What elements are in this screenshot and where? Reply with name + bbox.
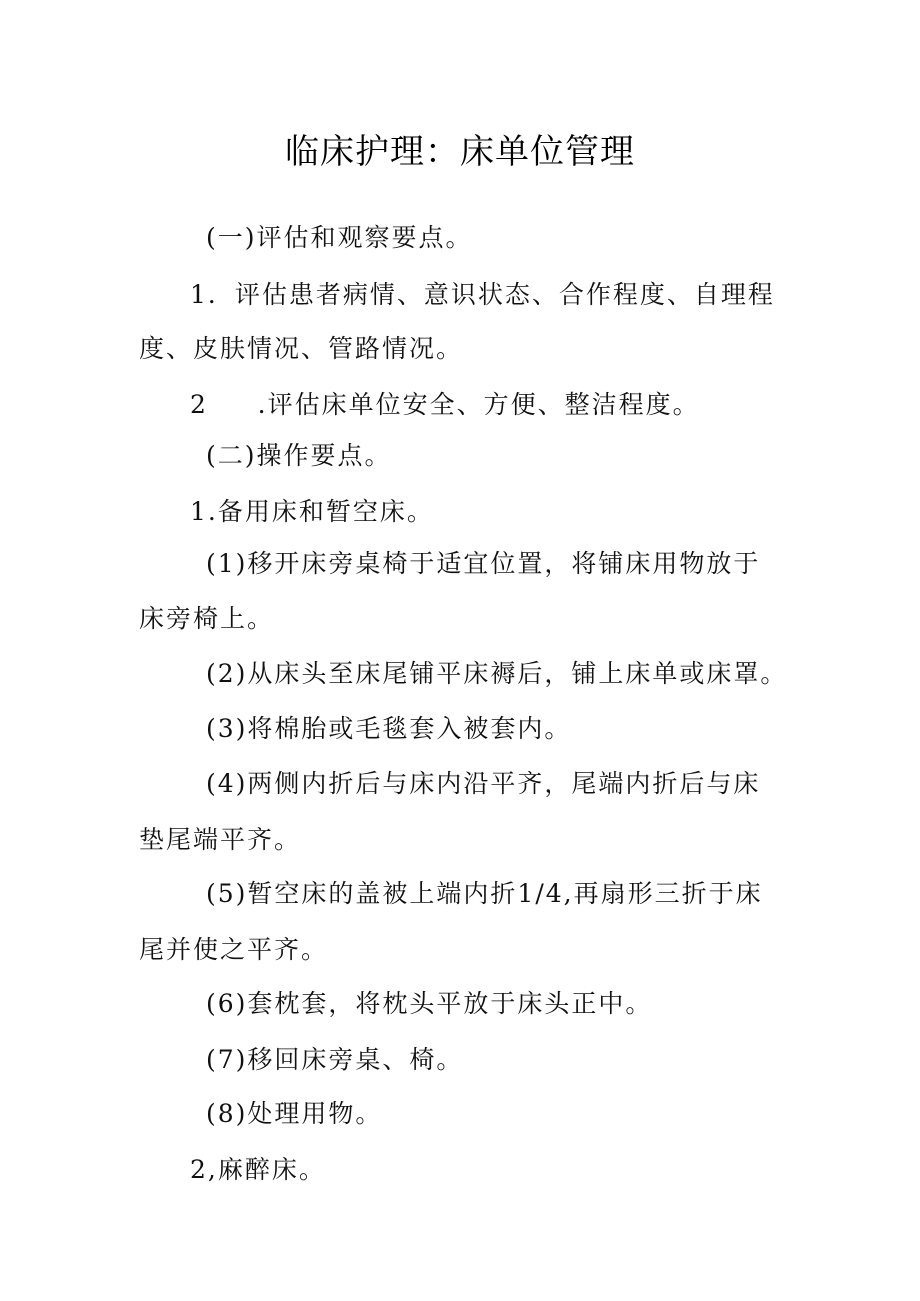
section-heading-assessment: (一)评估和观察要点。 [206, 223, 473, 252]
paragraph-line: (4)两侧内折后与床内沿平齐，尾端内折后与床 [206, 769, 761, 798]
paragraph-line: 尾并使之平齐。 [139, 935, 329, 964]
paragraph-line: 1．评估患者病情、意识状态、合作程度、自理程 [190, 280, 775, 309]
paragraph-line: (5)暂空床的盖被上端内折1/4,再扇形三折于床 [206, 879, 763, 908]
paragraph-line: (8)处理用物。 [206, 1099, 383, 1128]
paragraph-line: (2)从床头至床尾铺平床褥后，铺上床单或床罩。 [206, 659, 788, 688]
paragraph-line: (3)将棉胎或毛毯套入被套内。 [206, 714, 572, 743]
paragraph-line: 2 .评估床单位安全、方便、整洁程度。 [190, 390, 700, 419]
page-title: 临床护理：床单位管理 [285, 132, 635, 172]
paragraph-line: (1)移开床旁桌椅于适宜位置，将铺床用物放于 [206, 549, 761, 578]
paragraph-line: 度、皮肤情况、管路情况。 [139, 334, 464, 363]
paragraph-line: (6)套枕套，将枕头平放于床头正中。 [206, 989, 653, 1018]
section-heading-operation: (二)操作要点。 [206, 441, 392, 470]
paragraph-line: 垫尾端平齐。 [139, 825, 302, 854]
subsection-heading: 2,麻醉床。 [190, 1155, 326, 1184]
subsection-heading: 1.备用床和暂空床。 [190, 497, 434, 526]
paragraph-line: (7)移回床旁桌、椅。 [206, 1045, 464, 1074]
paragraph-line: 床旁椅上。 [139, 604, 275, 633]
